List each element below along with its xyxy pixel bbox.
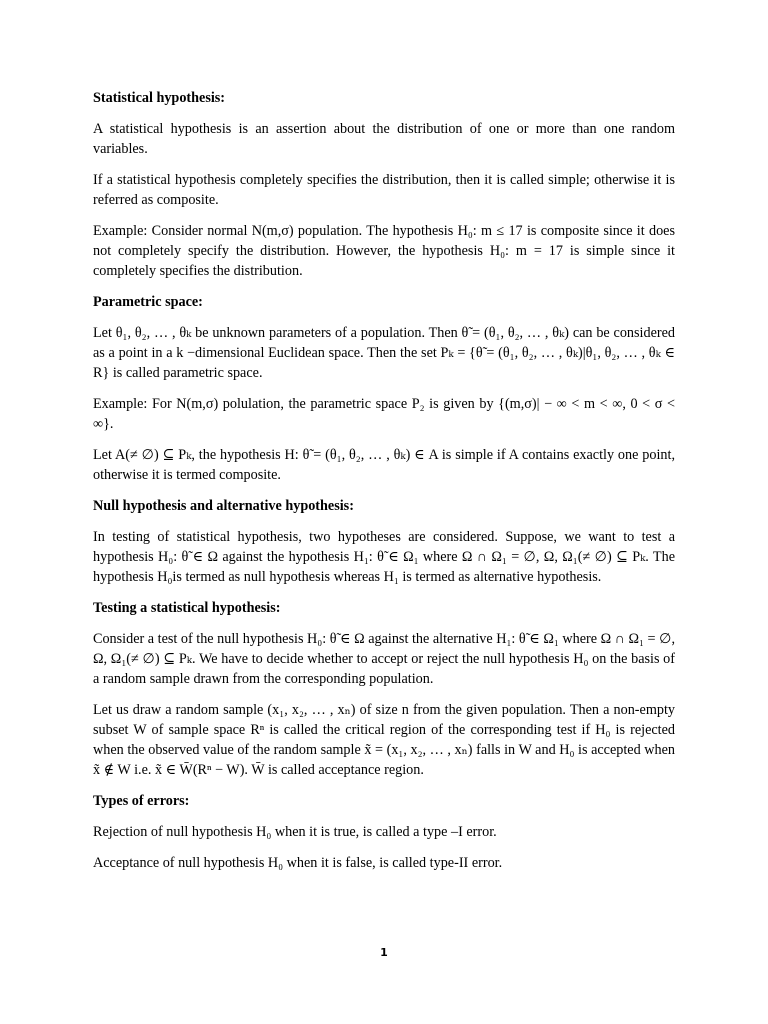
section-heading: Parametric space: bbox=[93, 294, 203, 310]
section-testing-hypothesis bbox=[93, 598, 675, 780]
section-heading: Null hypothesis and alternative hypothesis: bbox=[93, 498, 354, 514]
section-heading: Testing a statistical hypothesis: bbox=[93, 600, 281, 616]
paragraph: Consider a test of the null hypothesis H₀: θ̃ ∈ Ω against the alternative H₁: θ̃ ∈ Ω₁ where Ω ∩ Ω₁ = ∅, Ω, Ω₁(≠ ∅) ⊆ Pₖ. We have to decide whether to accept or reject the null hypothesis H₀ on the basis of a random sample drawn from the corresponding population. bbox=[93, 631, 675, 687]
paragraph: Let us draw a random sample (x₁, x₂, … , xₙ) of size n from the given population. Then a non-empty subset W of sample space Rⁿ is called the critical region of the corresponding test if H₀ is rejected when the observed value of the random sample x̃ = (x₁, x₂, … , xₙ) falls in W and H₀ is accepted when x̃ ∉ W i.e. x̃ ∈ W̄(Rⁿ − W). W̄ is called acceptance region. bbox=[93, 702, 675, 778]
paragraph: Let θ₁, θ₂, … , θₖ be unknown parameters of a population. Then θ̃ = (θ₁, θ₂, … , θₖ) can be considered as a point in a k −dimensional Euclidean space. Then the set Pₖ = {θ̃ = (θ₁, θ₂, … , θₖ)|θ₁, θ₂, … , θₖ ∈ R} is called parametric space. bbox=[93, 325, 675, 381]
paragraph: Example: Consider normal N(m,σ) population. The hypothesis H₀: m ≤ 17 is composite since it does not completely specify the distribution. However, the hypothesis H₀: m = 17 is simple since it completely specifies the distribution. bbox=[93, 223, 675, 279]
section-statistical-hypothesis bbox=[93, 88, 675, 281]
section-types-of-errors bbox=[93, 791, 675, 873]
section-null-alternative-hypothesis bbox=[93, 496, 675, 587]
page-number: 1 bbox=[380, 946, 388, 959]
paragraph: Rejection of null hypothesis H₀ when it is true, is called a type –I error. bbox=[93, 824, 497, 840]
section-parametric-space bbox=[93, 292, 675, 485]
paragraph: In testing of statistical hypothesis, two hypotheses are considered. Suppose, we want to test a hypothesis H₀: θ̃ ∈ Ω against the hypothesis H₁: θ̃ ∈ Ω₁ where Ω ∩ Ω₁ = ∅, Ω, Ω₁(≠ ∅) ⊆ Pₖ. The hypothesis H₀is termed as null hypothesis whereas H₁ is termed as alternative hypothesis. bbox=[93, 529, 675, 585]
section-heading: Types of errors: bbox=[93, 793, 190, 809]
paragraph: If a statistical hypothesis completely specifies the distribution, then it is called simple; otherwise it is referred as composite. bbox=[93, 172, 675, 208]
paragraph: Example: For N(m,σ) polulation, the parametric space P₂ is given by {(m,σ)| − ∞ < m < ∞, 0 < σ < ∞}. bbox=[93, 396, 675, 432]
document-page bbox=[93, 88, 675, 884]
paragraph: Acceptance of null hypothesis H₀ when it is false, is called type-II error. bbox=[93, 855, 503, 871]
paragraph: A statistical hypothesis is an assertion about the distribution of one or more than one random variables. bbox=[93, 121, 675, 157]
section-heading: Statistical hypothesis: bbox=[93, 90, 226, 106]
paragraph: Let A(≠ ∅) ⊆ Pₖ, the hypothesis H: θ̃ = (θ₁, θ₂, … , θₖ) ∈ A is simple if A contains exactly one point, otherwise it is termed composite. bbox=[93, 447, 675, 483]
